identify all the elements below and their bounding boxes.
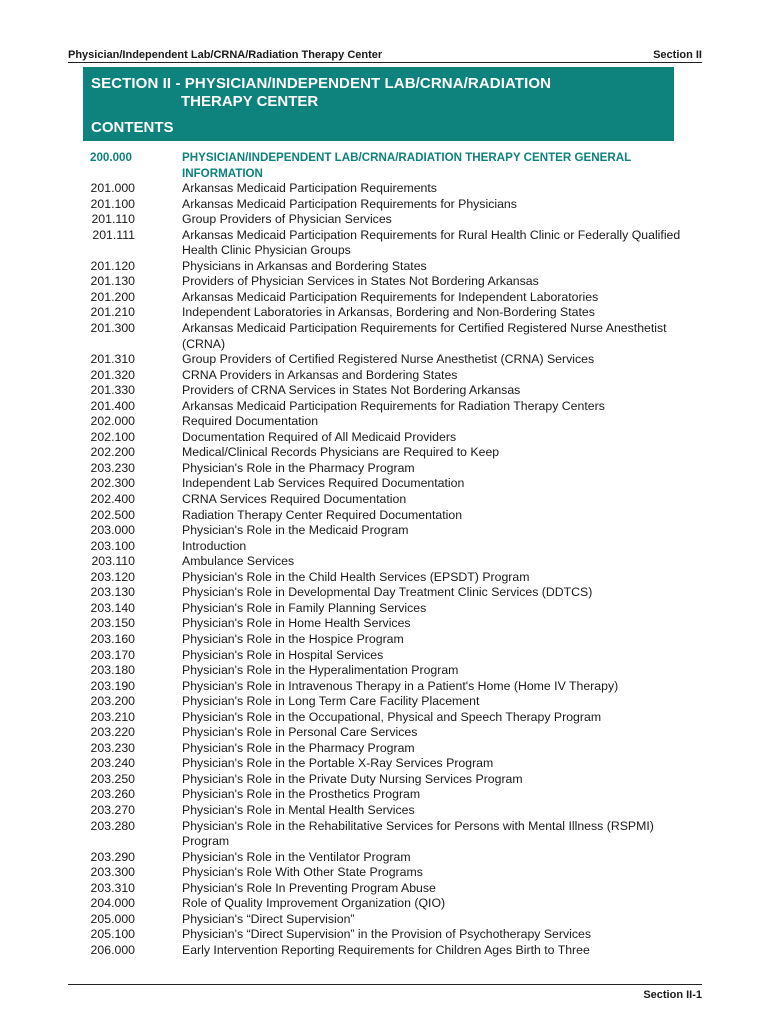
- page-number: Section II-1: [643, 989, 702, 1001]
- toc-entry[interactable]: [83, 601, 683, 617]
- toc-entry[interactable]: [83, 554, 683, 570]
- toc-entry-title: Providers of CRNA Services in States Not Bordering Arkansas: [182, 383, 521, 398]
- toc-entry-number: 201.330: [90, 383, 135, 398]
- toc-entry-number: 203.100: [90, 538, 135, 553]
- toc-entry[interactable]: [83, 508, 683, 524]
- page-header: [68, 45, 702, 61]
- toc-entry-title: Introduction: [182, 538, 247, 553]
- toc-entry[interactable]: [83, 274, 683, 290]
- toc-entry[interactable]: [83, 197, 683, 213]
- toc-entry-number: 203.210: [90, 709, 135, 724]
- toc-entry-number: 200.000: [90, 151, 132, 164]
- toc-entry-title: Physician's Role in the Hyperalimentation Program: [182, 663, 459, 678]
- toc-entry-number: 204.000: [90, 896, 135, 911]
- toc-entry[interactable]: [83, 881, 683, 897]
- toc-entry-number: 203.220: [90, 725, 135, 740]
- toc-entry[interactable]: [83, 259, 683, 275]
- toc-entry-title: Physician's Role in the Portable X-Ray Services Program: [182, 756, 494, 771]
- toc-entry-number: 201.100: [90, 196, 135, 211]
- toc-entry-title: Arkansas Medicaid Participation Requirements for Physicians: [182, 196, 517, 211]
- toc-entry-title: Physician's Role In Preventing Program Abuse: [182, 880, 436, 895]
- toc-entry[interactable]: [83, 710, 683, 726]
- toc-entry[interactable]: [83, 523, 683, 539]
- toc-entry[interactable]: [83, 430, 683, 446]
- toc-entry-number: 203.310: [90, 880, 135, 895]
- toc-entry-title: Providers of Physician Services in States Not Bordering Arkansas: [182, 274, 539, 289]
- toc-entry[interactable]: [83, 927, 683, 943]
- toc-entry-title: Arkansas Medicaid Participation Requirements for Rural Health Clinic or Federally Qualified Health Clinic Physician Groups: [182, 227, 681, 258]
- toc-entry-number: 202.000: [90, 414, 135, 429]
- toc-entry-title: Physician's “Direct Supervision”: [182, 911, 355, 926]
- toc-entry-number: 205.000: [90, 911, 135, 926]
- toc-entry-number: 203.110: [91, 554, 135, 569]
- toc-entry-number: 202.500: [90, 507, 135, 522]
- toc-entry-number: 203.260: [90, 787, 135, 802]
- toc-entry-number: 203.300: [90, 865, 135, 880]
- toc-entry[interactable]: [83, 461, 683, 477]
- header-section: Section II: [653, 49, 702, 61]
- toc-entry-number: 205.100: [90, 927, 135, 942]
- toc-entry[interactable]: [83, 912, 683, 928]
- toc-entry-title: CRNA Services Required Documentation: [182, 492, 407, 507]
- toc-entry[interactable]: [83, 228, 683, 259]
- toc-entry-number: 202.200: [90, 445, 135, 460]
- toc-entry[interactable]: [83, 368, 683, 384]
- toc-entry-title: Physician's Role in the Hospice Program: [182, 631, 404, 646]
- toc-entry[interactable]: [83, 679, 683, 695]
- toc-entry[interactable]: [83, 896, 683, 912]
- toc-entry[interactable]: [83, 539, 683, 555]
- toc-entry-number: 203.270: [90, 802, 135, 817]
- toc-entry-title: Physician's Role in Home Health Services: [182, 616, 411, 631]
- toc-entry-title: Physician's Role in the Prosthetics Program: [182, 787, 421, 802]
- toc-entry[interactable]: [83, 725, 683, 741]
- toc-entry[interactable]: [83, 787, 683, 803]
- toc-entry-title: Physician's Role in the Pharmacy Program: [182, 740, 415, 755]
- toc-entry-number: 203.160: [90, 631, 135, 646]
- toc-entry-number: 201.110: [91, 212, 135, 227]
- toc-entry-number: 201.120: [90, 258, 135, 273]
- toc-entry-number: 201.210: [90, 305, 135, 320]
- toc-entry[interactable]: [83, 632, 683, 648]
- toc-entry-title: Arkansas Medicaid Participation Requirements: [182, 181, 437, 196]
- toc-entry-title: Arkansas Medicaid Participation Requirements for Certified Registered Nurse Anesthetist (CRNA): [182, 321, 667, 351]
- toc-entry-number: 203.200: [90, 694, 135, 709]
- toc-entry-title: Physician's Role in Long Term Care Facility Placement: [182, 694, 480, 709]
- toc-entry[interactable]: [83, 756, 683, 772]
- toc-entry-number: 203.170: [90, 647, 135, 662]
- toc-entry-number: 201.300: [90, 321, 135, 336]
- toc-entry-title: Physician's Role in the Ventilator Program: [182, 849, 411, 864]
- toc-entry-number: 201.111: [92, 227, 135, 242]
- contents-heading: CONTENTS: [91, 119, 174, 136]
- toc-entry-number: 201.320: [90, 367, 135, 382]
- section-title-line2: THERAPY CENTER: [181, 93, 319, 110]
- toc-entry[interactable]: [83, 445, 683, 461]
- toc-entry-number: 201.310: [90, 352, 135, 367]
- toc-entry-title: PHYSICIAN/INDEPENDENT LAB/CRNA/RADIATION THERAPY CENTER GENERAL INFORMATION: [182, 151, 631, 180]
- toc-entry[interactable]: [83, 648, 683, 664]
- toc-entry-number: 201.400: [90, 398, 135, 413]
- toc-entry-title: Independent Laboratories in Arkansas, Bordering and Non-Bordering States: [182, 305, 595, 320]
- toc-entry-title: Radiation Therapy Center Required Documentation: [182, 507, 463, 522]
- toc-entry[interactable]: [83, 305, 683, 321]
- toc-entry[interactable]: [83, 570, 683, 586]
- toc-entry-title: Required Documentation: [182, 414, 319, 429]
- toc-entry[interactable]: [83, 476, 683, 492]
- toc-entry-title: Independent Lab Services Required Documentation: [182, 476, 465, 491]
- toc-entry-title: Group Providers of Certified Registered Nurse Anesthetist (CRNA) Services: [182, 352, 595, 367]
- toc-entry-title: Role of Quality Improvement Organization (QIO): [182, 896, 446, 911]
- toc-entry[interactable]: [83, 819, 683, 850]
- toc-entry-number: 203.250: [90, 771, 135, 786]
- toc-entry[interactable]: [83, 943, 683, 959]
- toc-entry-number: 206.000: [90, 942, 135, 957]
- toc-entry-title: Physician's Role in the Private Duty Nursing Services Program: [182, 771, 523, 786]
- toc-entry-title: Physician's Role With Other State Programs: [182, 865, 423, 880]
- toc-entry-title: CRNA Providers in Arkansas and Bordering States: [182, 367, 458, 382]
- toc-entry-title: Group Providers of Physician Services: [182, 212, 392, 227]
- toc-entry-number: 203.230: [90, 460, 135, 475]
- toc-entry[interactable]: [83, 492, 683, 508]
- toc-entry-number: 203.140: [90, 600, 135, 615]
- toc-entry-number: 203.280: [90, 818, 135, 833]
- toc-entry-number: 201.200: [90, 289, 135, 304]
- toc-entry[interactable]: [83, 803, 683, 819]
- section-title-line1: SECTION II - PHYSICIAN/INDEPENDENT LAB/CRNA/RADIATION: [91, 75, 552, 92]
- footer-divider: [68, 984, 702, 985]
- toc-entry[interactable]: [83, 585, 683, 601]
- toc-entry[interactable]: [83, 352, 683, 368]
- toc-entry[interactable]: [83, 663, 683, 679]
- toc-entry[interactable]: [83, 321, 683, 352]
- toc-entry-number: 203.120: [90, 569, 135, 584]
- toc-entry-title: Arkansas Medicaid Participation Requirements for Radiation Therapy Centers: [182, 398, 605, 413]
- toc-entry-title: Physician's Role in Family Planning Services: [182, 600, 427, 615]
- toc-entry-title: Medical/Clinical Records Physicians are Required to Keep: [182, 445, 500, 460]
- toc-entry[interactable]: [83, 399, 683, 415]
- toc-entry-title: Physician's Role in the Rehabilitative Services for Persons with Mental Illness (RSPMI) Program: [182, 818, 654, 849]
- toc-entry-number: 203.180: [90, 663, 135, 678]
- toc-entry-title: Early Intervention Reporting Requirements for Children Ages Birth to Three: [182, 942, 590, 957]
- toc-entry-title: Physician's Role in Personal Care Services: [182, 725, 418, 740]
- toc-entry-title: Physician's Role in the Child Health Services (EPSDT) Program: [182, 569, 530, 584]
- toc-entry-number: 201.130: [90, 274, 135, 289]
- toc-entry-title: Physician's Role in Developmental Day Treatment Clinic Services (DDTCS): [182, 585, 593, 600]
- toc-entry[interactable]: [83, 850, 683, 866]
- toc-entry-number: 202.300: [90, 476, 135, 491]
- toc-entry-number: 202.100: [90, 429, 135, 444]
- toc-entry-title: Physician's Role in the Pharmacy Program: [182, 460, 415, 475]
- toc-entry-number: 203.190: [90, 678, 135, 693]
- toc-entry-title: Physicians in Arkansas and Bordering States: [182, 258, 427, 273]
- toc-entry[interactable]: [83, 694, 683, 710]
- toc-entry-title: Physician's Role in the Medicaid Program: [182, 523, 409, 538]
- toc-entry-number: 203.230: [90, 740, 135, 755]
- toc-entry[interactable]: [83, 772, 683, 788]
- toc-entry-title: Physician's Role in Intravenous Therapy in a Patient's Home (Home IV Therapy): [182, 678, 619, 693]
- toc-entry[interactable]: [83, 212, 683, 228]
- toc-entry[interactable]: [83, 290, 683, 306]
- toc-entry[interactable]: [83, 150, 683, 181]
- toc-entry[interactable]: [83, 741, 683, 757]
- toc-entry[interactable]: [83, 865, 683, 881]
- toc-entry[interactable]: [83, 383, 683, 399]
- toc-entry-number: 201.000: [90, 181, 135, 196]
- toc-entry-number: 203.000: [90, 523, 135, 538]
- toc-entry-title: Physician's Role in Hospital Services: [182, 647, 384, 662]
- toc-entry-number: 202.400: [90, 492, 135, 507]
- toc-entry-title: Physician's Role in Mental Health Services: [182, 802, 415, 817]
- toc-entry[interactable]: [83, 181, 683, 197]
- toc-entry-number: 203.290: [90, 849, 135, 864]
- toc-entry-title: Physician's “Direct Supervision” in the Provision of Psychotherapy Services: [182, 927, 591, 942]
- toc-entry-title: Arkansas Medicaid Participation Requirements for Independent Laboratories: [182, 289, 599, 304]
- toc-entry[interactable]: [83, 414, 683, 430]
- header-title: Physician/Independent Lab/CRNA/Radiation Therapy Center: [68, 49, 383, 61]
- toc-entry-number: 203.130: [90, 585, 135, 600]
- toc-entry-number: 203.150: [90, 616, 135, 631]
- table-of-contents: [83, 150, 683, 958]
- toc-entry-number: 203.240: [90, 756, 135, 771]
- toc-entry-title: Ambulance Services: [182, 554, 295, 569]
- toc-entry-title: Physician's Role in the Occupational, Physical and Speech Therapy Program: [182, 709, 602, 724]
- header-divider: [68, 62, 702, 63]
- toc-entry[interactable]: [83, 616, 683, 632]
- section-banner: [83, 67, 674, 141]
- toc-entry-title: Documentation Required of All Medicaid Providers: [182, 429, 457, 444]
